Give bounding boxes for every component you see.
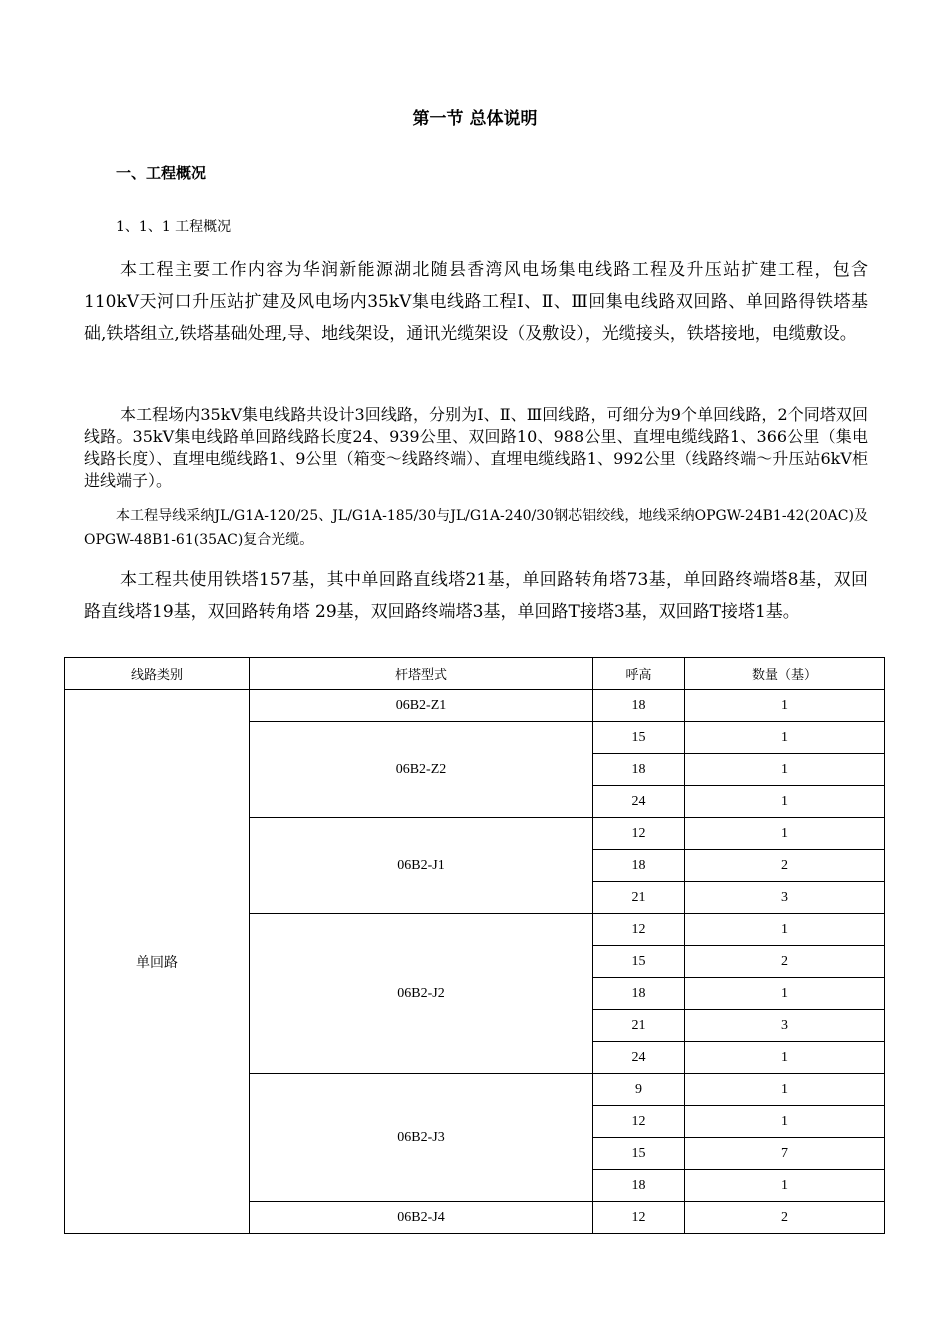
tower-type-cell: 06B2-J3 xyxy=(250,1074,593,1202)
quantity-cell: 2 xyxy=(685,946,885,978)
tower-type-cell: 06B2-Z1 xyxy=(250,690,593,722)
quantity-cell: 1 xyxy=(685,978,885,1010)
quantity-cell: 1 xyxy=(685,754,885,786)
subheading-project-overview: 1、1、1 工程概况 xyxy=(116,219,232,235)
header-quantity: 数量（基） xyxy=(685,658,885,690)
quantity-cell: 1 xyxy=(685,690,885,722)
quantity-cell: 3 xyxy=(685,1010,885,1042)
height-cell: 18 xyxy=(593,978,685,1010)
quantity-cell: 3 xyxy=(685,882,885,914)
height-cell: 12 xyxy=(593,1106,685,1138)
heading-project-overview: 一、工程概况 xyxy=(116,164,207,182)
height-cell: 24 xyxy=(593,786,685,818)
height-cell: 12 xyxy=(593,818,685,850)
height-cell: 18 xyxy=(593,1170,685,1202)
height-cell: 12 xyxy=(593,914,685,946)
tower-type-cell: 06B2-J2 xyxy=(250,914,593,1074)
table-header-row xyxy=(65,658,885,690)
tower-type-cell: 06B2-J1 xyxy=(250,818,593,914)
quantity-cell: 1 xyxy=(685,722,885,754)
height-cell: 9 xyxy=(593,1074,685,1106)
tower-type-cell: 06B2-Z2 xyxy=(250,722,593,818)
header-tower-type: 杆塔型式 xyxy=(250,658,593,690)
paragraph-lines: 本工程场内35kV集电线路共设计3回线路，分别为Ⅰ、Ⅱ、Ⅲ回线路，可细分为9个单回线路，2个同塔双回线路。35kV集电线路单回路线路长度24、939公里、双回路10、988公里、直埋电缆线路1、366公里（集电线路长度）、直埋电缆线路1、9公里（箱变～线路终端）、直埋电缆线路1、992公里（线路终端～升压站6kV柜进线端子）。 xyxy=(84,405,868,490)
height-cell: 12 xyxy=(593,1202,685,1234)
quantity-cell: 2 xyxy=(685,850,885,882)
height-cell: 18 xyxy=(593,690,685,722)
height-cell: 15 xyxy=(593,1138,685,1170)
header-height: 呼高 xyxy=(593,658,685,690)
height-cell: 18 xyxy=(593,754,685,786)
section-title: 第一节 总体说明 xyxy=(412,109,538,129)
quantity-cell: 1 xyxy=(685,1074,885,1106)
paragraph-scope: 本工程主要工作内容为华润新能源湖北随县香湾风电场集电线路工程及升压站扩建工程，包含110kV天河口升压站扩建及风电场内35kV集电线路工程Ⅰ、Ⅱ、Ⅲ回集电线路双回路、单回路得铁塔基础,铁塔组立,铁塔基础处理,导、地线架设，通讯光缆架设（及敷设），光缆接头，铁塔接地，电缆敷设。 xyxy=(84,260,868,344)
quantity-cell: 7 xyxy=(685,1138,885,1170)
tower-table xyxy=(64,657,885,1234)
quantity-cell: 1 xyxy=(685,1042,885,1074)
height-cell: 15 xyxy=(593,722,685,754)
tower-type-cell: 06B2-J4 xyxy=(250,1202,593,1234)
height-cell: 21 xyxy=(593,882,685,914)
quantity-cell: 1 xyxy=(685,1170,885,1202)
header-line-type: 线路类别 xyxy=(65,658,250,690)
table-row xyxy=(65,690,885,722)
height-cell: 24 xyxy=(593,1042,685,1074)
quantity-cell: 1 xyxy=(685,914,885,946)
height-cell: 21 xyxy=(593,1010,685,1042)
quantity-cell: 2 xyxy=(685,1202,885,1234)
height-cell: 18 xyxy=(593,850,685,882)
paragraph-towers: 本工程共使用铁塔157基，其中单回路直线塔21基，单回路转角塔73基，单回路终端塔8基，双回路直线塔19基，双回路转角塔 29基，双回路终端塔3基，单回路T接塔3基，双回路T接塔1基。 xyxy=(84,570,868,622)
quantity-cell: 1 xyxy=(685,786,885,818)
line-type-cell: 单回路 xyxy=(65,690,250,1234)
quantity-cell: 1 xyxy=(685,1106,885,1138)
height-cell: 15 xyxy=(593,946,685,978)
quantity-cell: 1 xyxy=(685,818,885,850)
paragraph-conductors: 本工程导线采纳JL/G1A-120/25、JL/G1A-185/30与JL/G1A-240/30钢芯铝绞线，地线采纳OPGW-24B1-42(20AC)及OPGW-48B1-61(35AC)复合光缆。 xyxy=(84,508,868,548)
